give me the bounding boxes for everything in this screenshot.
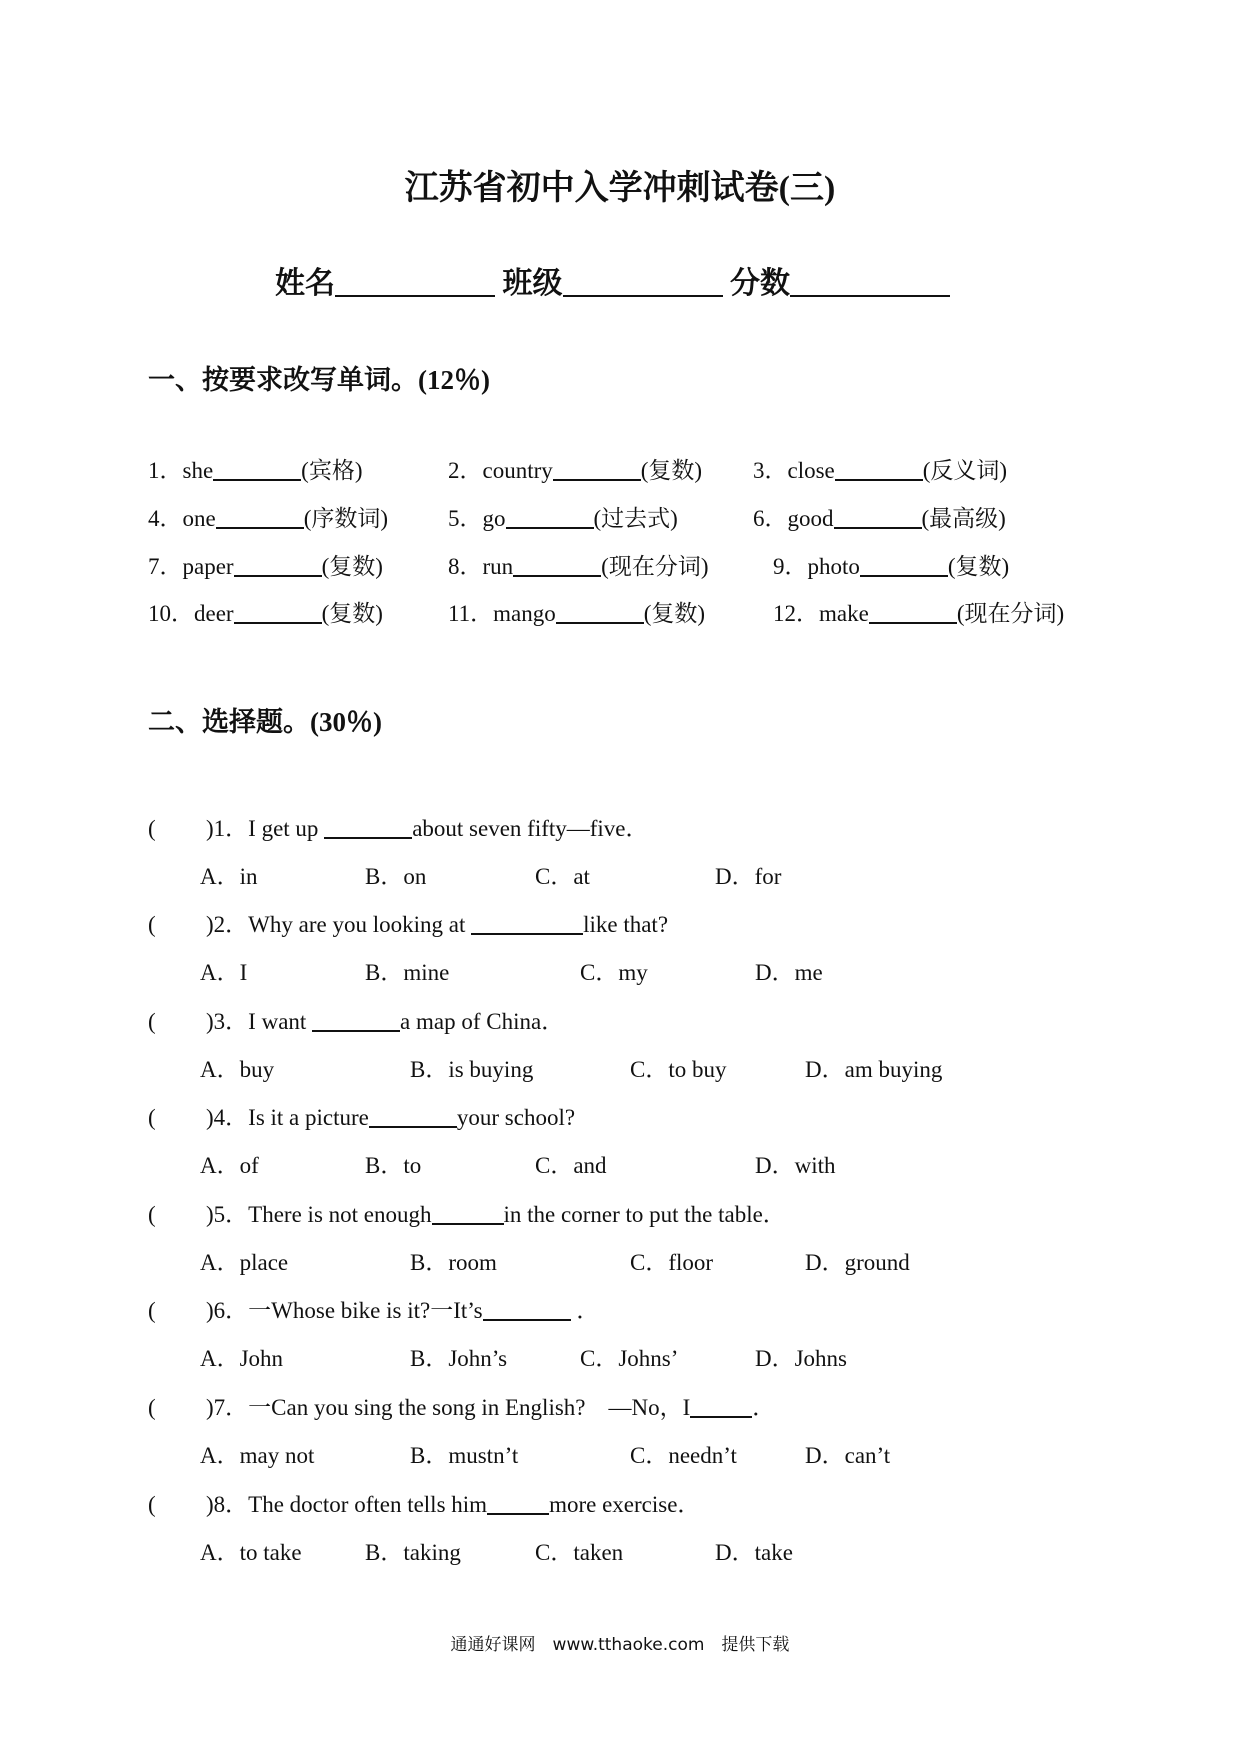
open-paren: ( [148, 1202, 156, 1227]
answer-paren[interactable] [148, 1492, 206, 1518]
answer-paren[interactable] [148, 1298, 206, 1324]
question-text-before: Why are you looking at [248, 912, 472, 937]
class-blank[interactable] [563, 265, 723, 297]
rewrite-word: 12．make [773, 601, 869, 626]
rewrite-item [148, 500, 388, 533]
rewrite-word: 9．photo [773, 554, 860, 579]
question-text-before: 一Can you sing the song in English? —No，I [248, 1395, 691, 1420]
rewrite-hint: (过去式) [593, 506, 678, 531]
rewrite-word: 3．close [753, 458, 835, 483]
rewrite-blank[interactable] [234, 551, 322, 577]
rewrite-word: 8．run [448, 554, 514, 579]
question-blank[interactable] [324, 813, 412, 839]
rewrite-hint: (复数) [321, 601, 383, 626]
question-text-before: I get up [248, 816, 325, 841]
option-item[interactable]: B．mustn’t [410, 1443, 519, 1468]
rewrite-hint: (复数) [321, 554, 383, 579]
option-item[interactable]: A．of [200, 1153, 259, 1178]
option-item[interactable]: D．for [715, 864, 782, 889]
answer-paren[interactable] [148, 816, 206, 842]
score-blank[interactable] [790, 265, 950, 297]
rewrite-hint: (复数) [643, 601, 706, 626]
question-text-after: a map of China． [400, 1009, 565, 1034]
question-number: )3． [206, 1009, 249, 1034]
page-title: 江苏省初中入学冲刺试卷(三) [404, 170, 836, 207]
rewrite-hint: (现在分词) [601, 554, 709, 579]
option-item[interactable]: C．and [535, 1153, 607, 1178]
section2-heading: 二、选择题。(30％) [148, 707, 382, 737]
rewrite-item [753, 452, 1007, 485]
answer-paren[interactable] [148, 1105, 206, 1131]
rewrite-hint: (现在分词) [956, 601, 1065, 626]
rewrite-blank[interactable] [506, 503, 594, 529]
rewrite-blank[interactable] [556, 598, 644, 624]
rewrite-blank[interactable] [216, 503, 304, 529]
name-blank[interactable] [335, 265, 495, 297]
question-blank[interactable] [369, 1102, 457, 1128]
option-item[interactable]: B．taking [365, 1540, 461, 1565]
rewrite-item [773, 595, 1064, 628]
option-item[interactable]: B．on [365, 864, 427, 889]
option-item[interactable]: D．me [755, 960, 823, 985]
option-item[interactable]: D．Johns [755, 1346, 848, 1371]
option-item[interactable]: C．Johns’ [580, 1346, 679, 1371]
option-item[interactable]: D．ground [805, 1250, 910, 1275]
question-text-after: ． [752, 1395, 776, 1420]
rewrite-blank[interactable] [513, 551, 601, 577]
question-number: )4． [206, 1105, 249, 1130]
name-label: 姓名 [275, 267, 335, 300]
answer-paren[interactable] [148, 912, 206, 938]
open-paren: ( [148, 1298, 156, 1323]
option-item[interactable]: D．can’t [805, 1443, 891, 1468]
question [148, 1196, 786, 1229]
question-number: )7． [206, 1395, 249, 1420]
rewrite-hint: (反义词) [922, 458, 1008, 483]
option-item[interactable]: A．to take [200, 1540, 302, 1565]
question-blank[interactable] [432, 1199, 504, 1225]
rewrite-item [448, 548, 709, 581]
rewrite-blank[interactable] [553, 455, 641, 481]
rewrite-word: 6．good [753, 506, 834, 531]
open-paren: ( [148, 816, 156, 841]
question-text-before: I want [248, 1009, 313, 1034]
option-item[interactable]: B．John’s [410, 1346, 508, 1371]
question-text-before: Is it a picture [248, 1105, 369, 1130]
rewrite-blank[interactable] [869, 598, 957, 624]
open-paren: ( [148, 1395, 156, 1420]
question-text-before: 一Whose bike is it?一It’s [248, 1298, 483, 1323]
question-number: )1． [206, 816, 249, 841]
open-paren: ( [148, 1492, 156, 1517]
question-number: )2． [206, 912, 249, 937]
rewrite-word: 10．deer [148, 601, 234, 626]
option-item[interactable]: A．may not [200, 1443, 315, 1468]
option-item[interactable]: B．to [365, 1153, 422, 1178]
rewrite-blank[interactable] [835, 455, 923, 481]
rewrite-hint: (最高级) [921, 506, 1006, 531]
option-item[interactable]: C．at [535, 864, 590, 889]
option-item[interactable]: A．place [200, 1250, 289, 1275]
option-item[interactable]: A．I [200, 960, 248, 985]
rewrite-word: 7．paper [148, 554, 234, 579]
rewrite-item [148, 452, 363, 485]
section1-heading: 一、按要求改写单词。(12％) [148, 365, 490, 395]
question-text-before: The doctor often tells him [248, 1492, 488, 1517]
rewrite-hint: (序数词) [303, 506, 389, 531]
open-paren: ( [148, 1105, 156, 1130]
option-item[interactable]: C．taken [535, 1540, 624, 1565]
rewrite-word: 5．go [448, 506, 506, 531]
question [148, 1099, 575, 1132]
rewrite-blank[interactable] [834, 503, 922, 529]
question-blank[interactable] [487, 1489, 549, 1515]
option-item[interactable]: B．is buying [410, 1057, 534, 1082]
question [148, 1486, 700, 1519]
rewrite-item [448, 452, 702, 485]
option-item[interactable]: B．room [410, 1250, 497, 1275]
option-item[interactable]: A．John [200, 1346, 284, 1371]
rewrite-blank[interactable] [860, 551, 948, 577]
option-item[interactable]: C．to buy [630, 1057, 727, 1082]
question [148, 906, 668, 939]
rewrite-item [448, 595, 705, 628]
rewrite-item [773, 548, 1009, 581]
option-item[interactable]: D．with [755, 1153, 836, 1178]
answer-paren[interactable] [148, 1009, 206, 1035]
rewrite-item [148, 548, 383, 581]
question-number: )5． [206, 1202, 249, 1227]
question-text-after: about seven fifty—five． [412, 816, 649, 841]
student-info-line [275, 258, 950, 302]
footer-text: 通通好课网 www.tthaoke.com 提供下载 [450, 1635, 790, 1655]
rewrite-hint: (复数) [640, 458, 703, 483]
rewrite-item [448, 500, 678, 533]
rewrite-hint: (宾格) [301, 458, 363, 483]
rewrite-word: 2．country [448, 458, 553, 483]
question-text-after: like that? [583, 912, 669, 937]
option-item[interactable]: B．mine [365, 960, 450, 985]
question [148, 810, 649, 843]
rewrite-word: 11．mango [448, 601, 556, 626]
rewrite-word: 1．she [148, 458, 214, 483]
question-blank[interactable] [312, 1006, 400, 1032]
rewrite-blank[interactable] [213, 455, 301, 481]
question-blank[interactable] [690, 1392, 752, 1418]
rewrite-hint: (复数) [947, 554, 1010, 579]
open-paren: ( [148, 1009, 156, 1034]
question-text-before: There is not enough [248, 1202, 432, 1227]
option-item[interactable]: C．floor [630, 1250, 714, 1275]
question-text-after: in the corner to put the table． [503, 1202, 786, 1227]
option-item[interactable]: C．my [580, 960, 648, 985]
question [148, 1292, 599, 1325]
rewrite-word: 4．one [148, 506, 216, 531]
score-label: 分数 [730, 267, 790, 300]
option-item[interactable]: A．in [200, 864, 258, 889]
question-text-after: your school? [456, 1105, 576, 1130]
option-item[interactable]: C．needn’t [630, 1443, 737, 1468]
question-blank[interactable] [471, 909, 583, 935]
answer-paren[interactable] [148, 1202, 206, 1228]
question-text-after: ． [570, 1298, 600, 1323]
question-number: )8． [206, 1492, 249, 1517]
rewrite-item [753, 500, 1006, 533]
class-label: 班级 [502, 267, 563, 300]
rewrite-blank[interactable] [234, 598, 322, 624]
question-text-after: more exercise． [549, 1492, 701, 1517]
question-blank[interactable] [483, 1295, 571, 1321]
option-item[interactable]: A．buy [200, 1057, 275, 1082]
option-item[interactable]: D．am buying [805, 1057, 943, 1082]
question-number: )6． [206, 1298, 249, 1323]
open-paren: ( [148, 912, 156, 937]
question [148, 1389, 775, 1422]
option-item[interactable]: D．take [715, 1540, 793, 1565]
rewrite-item [148, 595, 383, 628]
answer-paren[interactable] [148, 1395, 206, 1421]
question [148, 1003, 564, 1036]
